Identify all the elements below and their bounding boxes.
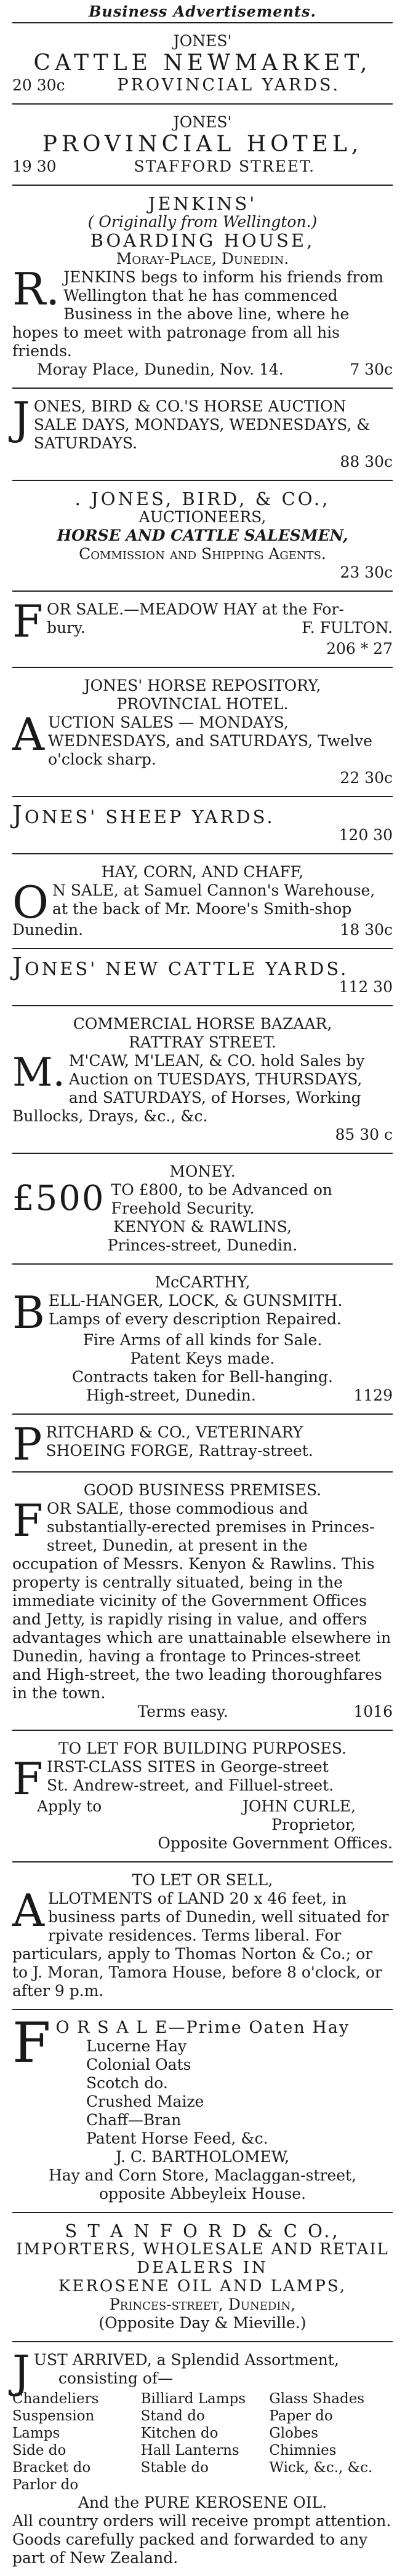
ad-money xyxy=(12,1154,393,1265)
ad-title: McCARTHY, xyxy=(154,1273,251,1291)
ad-body: N SALE, at Samuel Cannon's Warehouse, at the back of Mr. Moore's Smith-shop xyxy=(52,881,375,918)
list-column xyxy=(141,2390,265,2494)
list-column xyxy=(12,2390,136,2494)
ad-title-small: JONES' xyxy=(173,32,232,50)
ad-address: Princes-street, Dunedin. xyxy=(107,1236,298,1254)
list-item: Kitchen do xyxy=(140,2425,219,2441)
ad-code: 22 30c xyxy=(340,769,393,787)
ad-code: 88 30c xyxy=(340,453,393,471)
ad-amount: £500 xyxy=(12,1179,105,1218)
ad-code: 120 30 xyxy=(339,826,393,844)
ad-address: Opposite Government Offices. xyxy=(158,1834,393,1852)
ad-title: CATTLE NEWMARKET, xyxy=(33,50,372,76)
ad-title: O R S A L E—Prime Oaten Hay xyxy=(55,2018,350,2037)
ad-provincial-hotel xyxy=(12,105,393,186)
ad-title: TO LET OR SELL, xyxy=(132,1871,273,1889)
ad-title: ONES' SHEEP YARDS. xyxy=(25,806,275,827)
drop-cap: M. xyxy=(12,1050,65,1095)
list-item: Colonial Oats xyxy=(86,2056,191,2073)
ad-code: 1016 xyxy=(353,1703,393,1720)
ad-body: St. Andrew-street, and Filluel-street. xyxy=(46,1776,334,1794)
ad-body: JENKINS begs to inform his friends from Wellington that he has commenced Business in the above line, where he hopes to meet with patronage from all his friends. xyxy=(12,268,384,360)
ad-subtitle: PROVINCIAL YARDS. xyxy=(117,76,341,95)
list-item: Paper do xyxy=(269,2408,333,2424)
list-item: Side do xyxy=(12,2443,66,2459)
ad-body: consisting of— xyxy=(58,2369,174,2387)
ad-new-cattle-yards xyxy=(12,949,393,1006)
list-item: Patent Horse Feed, &c. xyxy=(86,2129,268,2147)
list-item: Hall Lanterns xyxy=(140,2443,239,2459)
ad-code: 85 30 c xyxy=(335,1126,393,1143)
ad-address: Princes-street, Dunedin, xyxy=(109,2296,296,2313)
ad-title: UST ARRIVED, a Splendid Assortment, xyxy=(33,2351,339,2369)
ad-code: 18 30c xyxy=(340,921,393,939)
ad-sheep-yards xyxy=(12,797,393,854)
ad-title: PROVINCIAL HOTEL, xyxy=(42,132,363,157)
ad-code: 112 30 xyxy=(339,978,393,996)
ad-signature: F. FULTON. xyxy=(302,619,393,637)
ad-stanford xyxy=(12,2213,393,2342)
ad-body: All country orders will receive prompt attention. Goods carefully packed and forwarded to any part of New Zealand. xyxy=(12,2512,391,2567)
list-item: Crushed Maize xyxy=(86,2093,204,2110)
ad-body: Contracts taken for Bell-hanging. xyxy=(72,1368,333,1386)
ad-subtitle: DEALERS IN xyxy=(137,2259,268,2277)
list-item: Suspension Lamps xyxy=(12,2408,95,2441)
ad-address: Moray-Place, Dunedin. xyxy=(116,250,289,268)
ad-title: . JONES, BIRD, & CO., xyxy=(74,488,331,509)
ad-body: IRST-CLASS SITES in George-street xyxy=(46,1758,329,1776)
drop-cap: O xyxy=(12,877,49,928)
list-item: Glass Shades xyxy=(269,2391,365,2407)
ad-body: TO £800, to be Advanced on Freehold Security. xyxy=(111,1181,333,1217)
ad-jones-bird-auction-days xyxy=(12,389,393,481)
drop-cap: P xyxy=(12,1418,42,1470)
ad-body: Fire Arms of all kinds for Sale. xyxy=(82,1331,323,1349)
ad-code: 23 30c xyxy=(340,563,393,581)
drop-cap: A xyxy=(12,709,44,760)
ad-code: 206 * 27 xyxy=(326,640,393,658)
section-header: Business Advertisements. xyxy=(12,2,393,23)
ad-title: JENKINS' xyxy=(148,193,257,214)
list-column xyxy=(269,2390,393,2494)
drop-cap: A xyxy=(12,1885,44,1936)
drop-cap: J xyxy=(12,392,30,444)
drop-cap: F xyxy=(12,595,43,647)
newspaper-page xyxy=(12,0,393,2576)
ad-body: Apply to xyxy=(37,1797,102,1815)
ad-just-arrived xyxy=(12,2342,393,2576)
ad-body: M'CAW, M'LEAN, & CO. hold Sales by Auction on TUESDAYS, THURSDAYS, and SATURDAYS, of Horses, Working Bullocks, Drays, &c., &c. xyxy=(12,1052,365,1125)
ad-body: Proprietor, xyxy=(271,1816,356,1834)
list-item: Lucerne Hay xyxy=(86,2037,187,2055)
ad-bartholomew xyxy=(12,2010,393,2213)
ad-cattle-newmarket xyxy=(12,23,393,105)
ad-pritchard xyxy=(12,1415,393,1473)
ad-to-let-or-sell xyxy=(12,1862,393,2010)
ad-title: HAY, CORN, AND CHAFF, xyxy=(101,863,304,881)
ad-title: GOOD BUSINESS PREMISES. xyxy=(83,1481,322,1499)
list-item: Globes xyxy=(269,2425,319,2441)
ad-subtitle: AUCTIONEERS, xyxy=(138,508,267,526)
drop-cap: B xyxy=(12,1287,45,1338)
ad-subtitle: ELL-HANGER, LOCK, & GUNSMITH. xyxy=(48,1292,343,1310)
drop-cap: J xyxy=(12,2346,30,2398)
ad-body: And the PURE KEROSENE OIL. xyxy=(78,2494,327,2511)
list-item: Billiard Lamps xyxy=(140,2391,246,2407)
ad-jones-bird-auctioneers xyxy=(12,481,393,592)
drop-cap: R. xyxy=(12,263,60,315)
list-item: Scotch do. xyxy=(86,2074,168,2092)
ad-code: 19 30 xyxy=(12,157,57,175)
ad-address: (Opposite Day & Mieville.) xyxy=(98,2314,307,2332)
drop-cap: F xyxy=(12,2011,51,2075)
ad-commercial-horse-bazaar xyxy=(12,1006,393,1154)
list-item: Stable do xyxy=(140,2460,209,2476)
ad-title: ONES' NEW CATTLE YARDS. xyxy=(25,958,349,979)
ad-title: TO LET FOR BUILDING PURPOSES. xyxy=(58,1739,347,1757)
ad-body: OR SALE, those commodious and substantially-erected premises in Princes-street, Dunedin, at present in the occupation of Messrs. Kenyon & Rawlins. This property is centrally situated, being in the immediate vicinity of the Government Offices and Jetty, is rapidly rising in value, and offers advantages which are unattainable elsewhere in Dunedin, having a frontage to Princes-street and High-street, the two leading thoroughfares in the town. xyxy=(12,1500,391,1702)
ad-terms: Terms easy. xyxy=(137,1703,228,1720)
ad-body: OR SALE.—MEADOW HAY at the For- xyxy=(46,600,344,618)
ad-footer: Moray Place, Dunedin, Nov. 14. xyxy=(37,360,284,378)
ad-body: UCTION SALES — MONDAYS, WEDNESDAYS, and SATURDAYS, Twelve o'clock sharp. xyxy=(48,714,372,768)
ad-address: Hay and Corn Store, Maclaggan-street, xyxy=(48,2166,357,2184)
ad-subtitle: IMPORTERS, WHOLESALE AND RETAIL xyxy=(16,2240,389,2259)
list-item: Parlor do xyxy=(12,2477,79,2493)
ad-title: MONEY. xyxy=(169,1163,236,1180)
ad-code: 1129 xyxy=(353,1386,393,1404)
list-item: Chandeliers xyxy=(12,2391,99,2407)
ad-to-let-building xyxy=(12,1731,393,1862)
ad-body: bury. xyxy=(46,619,86,637)
ad-body: Lamps of every description Repaired. xyxy=(48,1310,342,1328)
ad-mccarthy xyxy=(12,1265,393,1415)
lamp-list xyxy=(12,2390,393,2494)
ad-signature: KENYON & RAWLINS, xyxy=(113,1218,292,1236)
ad-body: ONES, BIRD & CO.'S HORSE AUCTION SALE DAYS, MONDAYS, WEDNESDAYS, & SATURDAYS. xyxy=(33,397,371,452)
ad-body: LLOTMENTS of LAND 20 x 46 feet, in business parts of Dunedin, well situated for rpivate residences. Terms liberal. For particulars, apply to Thomas Norton & Co.; or to J. Moran, Tamora House, before 8 o'clock, or after 9 p.m. xyxy=(12,1890,389,2000)
ad-body: Dunedin. xyxy=(12,921,84,939)
ad-signature: JOHN CURLE, xyxy=(243,1797,356,1815)
list-item: Chaff—Bran xyxy=(86,2111,182,2129)
ad-hay-corn-chaff xyxy=(12,854,393,949)
ad-subtitle: ( Originally from Wellington.) xyxy=(87,213,318,231)
ad-meadow-hay xyxy=(12,592,393,668)
ad-title: S T A N F O R D & C O., xyxy=(65,2220,340,2241)
drop-cap: F xyxy=(12,1495,43,1546)
ad-subtitle: RATTRAY STREET. xyxy=(129,1033,276,1051)
ad-jenkins-boarding-house xyxy=(12,186,393,389)
ad-code: 20 30c xyxy=(12,76,65,94)
ad-title-small: JONES' xyxy=(173,113,232,131)
item-list xyxy=(12,2037,393,2148)
ad-line: Commission and Shipping Agents. xyxy=(79,545,326,563)
ad-signature: J. C. BARTHOLOMEW, xyxy=(115,2148,290,2166)
ad-title: RITCHARD & CO., VETERINARY xyxy=(46,1423,303,1441)
drop-cap: F xyxy=(12,1753,43,1805)
ad-subtitle: PROVINCIAL HOTEL. xyxy=(116,695,289,713)
ad-title: JONES' HORSE REPOSITORY, xyxy=(84,677,321,694)
ad-subtitle: SHOEING FORGE, Rattray-street. xyxy=(46,1442,313,1460)
ad-address: opposite Abbeyleix House. xyxy=(98,2185,307,2203)
list-item: Bracket do xyxy=(12,2460,91,2476)
ad-subtitle: STAFFORD STREET. xyxy=(134,157,316,175)
ad-code: 7 30c xyxy=(350,360,393,378)
ad-good-business-premises xyxy=(12,1473,393,1731)
ad-title: BOARDING HOUSE, xyxy=(90,230,315,251)
ad-horse-repository xyxy=(12,668,393,797)
drop-cap: J xyxy=(12,801,25,829)
ad-subtitle: HORSE AND CATTLE SALESMEN, xyxy=(57,527,348,544)
ad-body: Patent Keys made. xyxy=(130,1350,275,1367)
list-item: Chimnies xyxy=(269,2443,337,2459)
list-item: Stand do xyxy=(140,2408,205,2424)
ad-address: High-street, Dunedin. xyxy=(86,1386,256,1404)
drop-cap: J xyxy=(12,953,25,981)
ad-subtitle: KEROSENE OIL AND LAMPS, xyxy=(58,2277,347,2296)
list-item: Wick, &c., &c. xyxy=(269,2460,373,2476)
ad-title: COMMERCIAL HORSE BAZAAR, xyxy=(73,1015,332,1033)
